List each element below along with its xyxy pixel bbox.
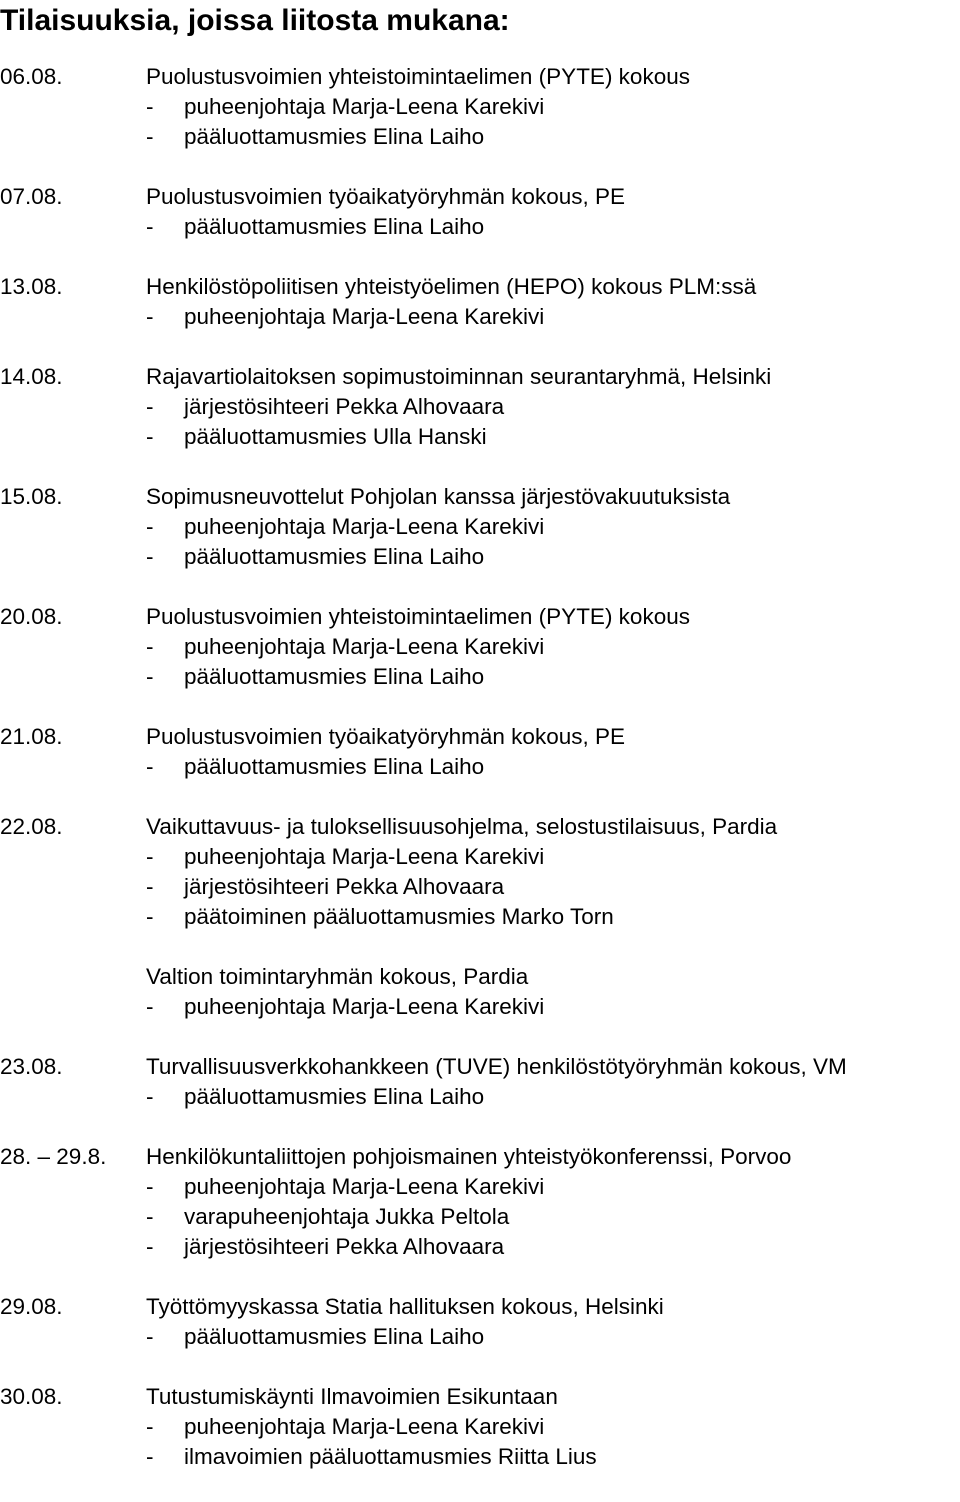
event-entry [0, 1052, 960, 1112]
event-heading-row [0, 1382, 960, 1412]
event-heading-row [0, 1142, 960, 1172]
attendee-row [0, 662, 960, 692]
event-heading-row [0, 1052, 960, 1082]
event-title: Työttömyyskassa Statia hallituksen kokous, Helsinki [146, 1294, 664, 1319]
attendee-row [0, 1172, 960, 1202]
event-date: 15.08. [0, 484, 63, 509]
event-heading-row [0, 1292, 960, 1322]
event-date: 13.08. [0, 274, 63, 299]
attendee-bullet-dash: - [146, 844, 154, 869]
attendee-row [0, 1202, 960, 1232]
attendee-bullet-dash: - [146, 424, 154, 449]
event-entry [0, 1142, 960, 1262]
attendee-bullet-dash: - [146, 94, 154, 119]
event-entry [0, 962, 960, 1022]
event-date: 22.08. [0, 814, 63, 839]
event-heading-row [0, 182, 960, 212]
attendee-row [0, 212, 960, 242]
attendee-row [0, 1442, 960, 1472]
attendee-bullet-dash: - [146, 214, 154, 239]
attendee-bullet-dash: - [146, 994, 154, 1019]
event-title: Valtion toimintaryhmän kokous, Pardia [146, 964, 529, 989]
attendee-bullet-dash: - [146, 544, 154, 569]
event-title: Rajavartiolaitoksen sopimustoiminnan seurantaryhmä, Helsinki [146, 364, 772, 389]
event-heading-row [0, 362, 960, 392]
event-entry [0, 602, 960, 692]
event-list [0, 62, 960, 1502]
event-entry [0, 1382, 960, 1472]
attendee-name: pääluottamusmies Elina Laiho [184, 664, 485, 689]
attendee-name: päätoiminen pääluottamusmies Marko Torn [184, 904, 614, 929]
event-entry [0, 482, 960, 572]
attendee-name: järjestösihteeri Pekka Alhovaara [184, 1234, 505, 1259]
attendee-name: järjestösihteeri Pekka Alhovaara [184, 874, 505, 899]
attendee-name: pääluottamusmies Elina Laiho [184, 754, 485, 779]
attendee-row [0, 1082, 960, 1112]
event-title: Tutustumiskäynti Ilmavoimien Esikuntaan [146, 1384, 558, 1409]
event-date: 23.08. [0, 1054, 63, 1079]
attendee-name: puheenjohtaja Marja-Leena Karekivi [184, 1174, 545, 1199]
attendee-name: puheenjohtaja Marja-Leena Karekivi [184, 514, 545, 539]
event-title: Henkilökuntaliittojen pohjoismainen yhteistyökonferenssi, Porvoo [146, 1144, 792, 1169]
attendee-row [0, 632, 960, 662]
event-entry [0, 722, 960, 782]
event-date: 20.08. [0, 604, 63, 629]
event-title: Turvallisuusverkkohankkeen (TUVE) henkilöstötyöryhmän kokous, VM [146, 1054, 847, 1079]
attendee-row [0, 752, 960, 782]
attendee-bullet-dash: - [146, 1324, 154, 1349]
attendee-row [0, 902, 960, 932]
attendee-bullet-dash: - [146, 124, 154, 149]
attendee-bullet-dash: - [146, 874, 154, 899]
event-title: Vaikuttavuus- ja tuloksellisuusohjelma, selostustilaisuus, Pardia [146, 814, 778, 839]
attendee-name: puheenjohtaja Marja-Leena Karekivi [184, 994, 545, 1019]
attendee-row [0, 422, 960, 452]
attendee-name: pääluottamusmies Elina Laiho [184, 214, 485, 239]
attendee-name: varapuheenjohtaja Jukka Peltola [184, 1204, 510, 1229]
event-title: Henkilöstöpoliitisen yhteistyöelimen (HEPO) kokous PLM:ssä [146, 274, 757, 299]
event-entry [0, 1292, 960, 1352]
event-title: Puolustusvoimien yhteistoimintaelimen (PYTE) kokous [146, 64, 690, 89]
attendee-row [0, 512, 960, 542]
event-date: 28. – 29.8. [0, 1144, 107, 1169]
event-heading-row [0, 962, 960, 992]
event-entry [0, 62, 960, 152]
attendee-row [0, 1322, 960, 1352]
attendee-name: puheenjohtaja Marja-Leena Karekivi [184, 634, 545, 659]
attendee-bullet-dash: - [146, 304, 154, 329]
attendee-bullet-dash: - [146, 1414, 154, 1439]
event-entry [0, 812, 960, 932]
attendee-row [0, 302, 960, 332]
event-date: 21.08. [0, 724, 63, 749]
attendee-name: pääluottamusmies Elina Laiho [184, 544, 485, 569]
event-heading-row [0, 722, 960, 752]
attendee-name: pääluottamusmies Elina Laiho [184, 124, 485, 149]
event-title: Sopimusneuvottelut Pohjolan kanssa järjestövakuutuksista [146, 484, 731, 509]
attendee-name: pääluottamusmies Ulla Hanski [184, 424, 487, 449]
attendee-row [0, 992, 960, 1022]
attendee-row [0, 1412, 960, 1442]
attendee-name: pääluottamusmies Elina Laiho [184, 1084, 485, 1109]
event-date: 30.08. [0, 1384, 63, 1409]
attendee-name: puheenjohtaja Marja-Leena Karekivi [184, 304, 545, 329]
event-entry [0, 362, 960, 452]
attendee-bullet-dash: - [146, 754, 154, 779]
event-date: 06.08. [0, 64, 63, 89]
event-date: 29.08. [0, 1294, 63, 1319]
attendee-row [0, 1232, 960, 1262]
attendee-bullet-dash: - [146, 1174, 154, 1199]
event-entry [0, 272, 960, 332]
attendee-bullet-dash: - [146, 1084, 154, 1109]
event-heading-row [0, 62, 960, 92]
event-title: Puolustusvoimien yhteistoimintaelimen (PYTE) kokous [146, 604, 690, 629]
page-title: Tilaisuuksia, joissa liitosta mukana: [0, 4, 510, 37]
event-heading-row [0, 482, 960, 512]
attendee-bullet-dash: - [146, 664, 154, 689]
attendee-row [0, 842, 960, 872]
attendee-row [0, 872, 960, 902]
attendee-bullet-dash: - [146, 514, 154, 539]
event-date: 07.08. [0, 184, 63, 209]
attendee-name: järjestösihteeri Pekka Alhovaara [184, 394, 505, 419]
event-heading-row [0, 602, 960, 632]
event-date: 14.08. [0, 364, 63, 389]
event-title: Puolustusvoimien työaikatyöryhmän kokous, PE [146, 724, 625, 749]
event-heading-row [0, 272, 960, 302]
attendee-name: puheenjohtaja Marja-Leena Karekivi [184, 1414, 545, 1439]
event-heading-row [0, 812, 960, 842]
event-title: Puolustusvoimien työaikatyöryhmän kokous, PE [146, 184, 625, 209]
attendee-bullet-dash: - [146, 394, 154, 419]
attendee-name: puheenjohtaja Marja-Leena Karekivi [184, 844, 545, 869]
attendee-bullet-dash: - [146, 1234, 154, 1259]
attendee-row [0, 392, 960, 422]
attendee-bullet-dash: - [146, 1444, 154, 1469]
attendee-name: pääluottamusmies Elina Laiho [184, 1324, 485, 1349]
attendee-row [0, 542, 960, 572]
attendee-bullet-dash: - [146, 1204, 154, 1229]
event-entry [0, 182, 960, 242]
attendee-row [0, 92, 960, 122]
attendee-name: ilmavoimien pääluottamusmies Riitta Lius [184, 1444, 597, 1469]
attendee-row [0, 122, 960, 152]
attendee-name: puheenjohtaja Marja-Leena Karekivi [184, 94, 545, 119]
attendee-bullet-dash: - [146, 904, 154, 929]
attendee-bullet-dash: - [146, 634, 154, 659]
